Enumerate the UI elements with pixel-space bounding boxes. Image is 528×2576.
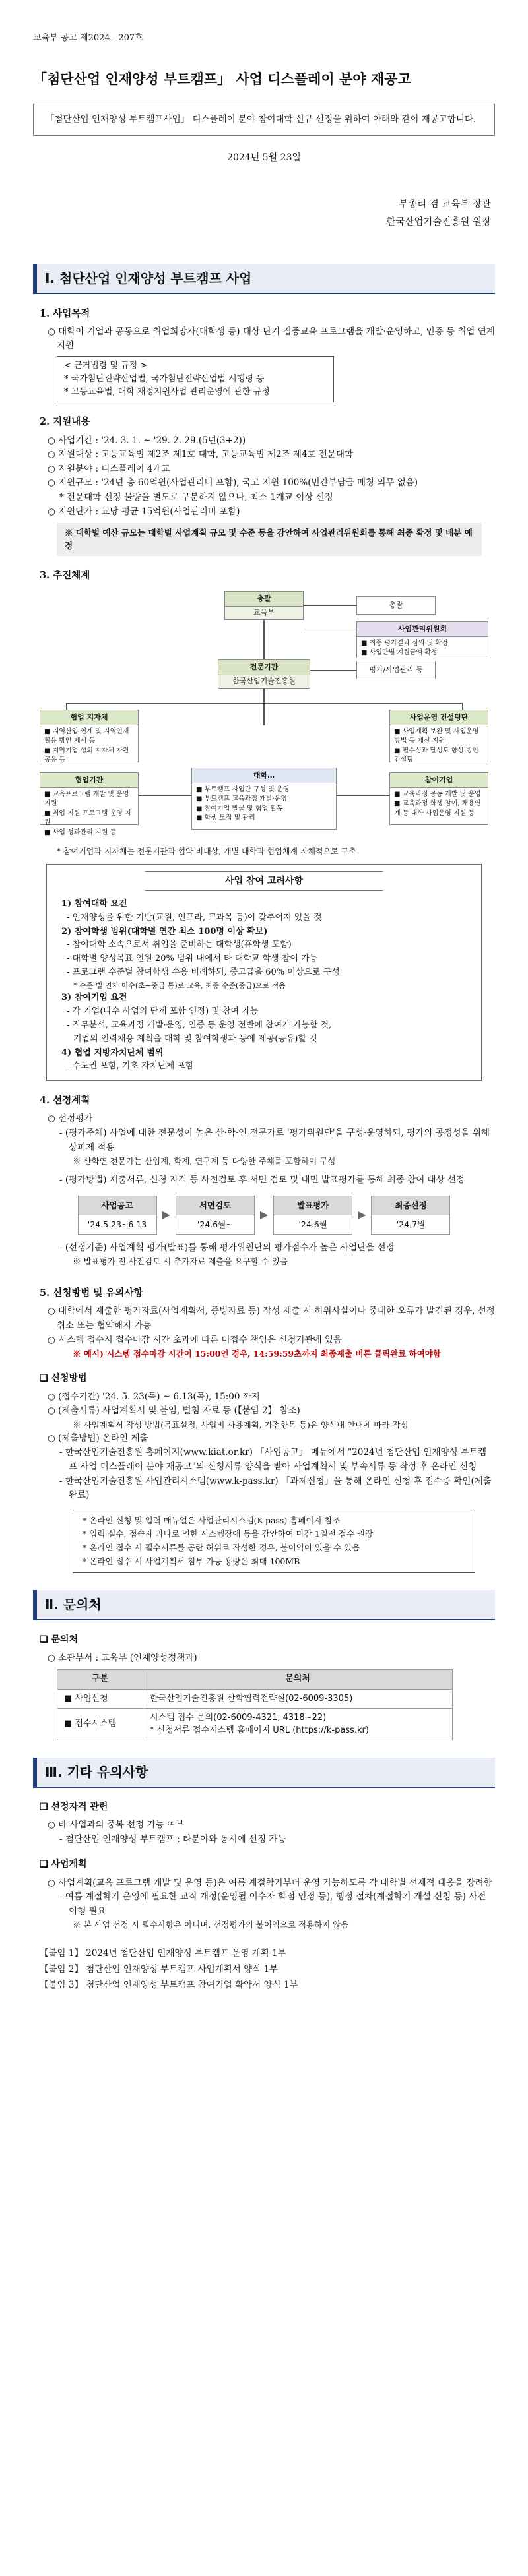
apply-caution: ○ 대학에서 제출한 평가자료(사업계획서, 증빙자료 등) 작성 제출 시 허위사실이나 중대한 오류가 발견된 경우, 선정취소 또는 협약해지 가능 <box>48 1306 495 1332</box>
flow-arrow-icon: ▶ <box>259 1208 269 1221</box>
org-coop-item: ■ 사업 성과관리 지원 등 <box>44 828 117 836</box>
table-cell: ■ 사업신청 <box>57 1690 143 1709</box>
support-period: ○ 사업기간 : '24. 3. 1. ~ '29. 2. 29.(5년(3+2)) <box>48 435 246 446</box>
page-title: 「첨단산업 인재양성 부트캠프」 사업 디스플레이 분야 재공고 <box>33 70 411 87</box>
support-target: ○ 지원대상 : 고등교육법 제2조 제1호 대학, 고등교육법 제2조 제4호 전문대학 <box>48 449 354 460</box>
org-connector <box>337 795 389 796</box>
eligibility-item: ○ 타 사업과의 중복 선정 가능 여부 <box>48 1819 185 1830</box>
attachment-item[interactable]: 【붙임 2】 첨단산업 인재양성 부트캠프 사업계획서 양식 1부 <box>40 1963 279 1975</box>
contact-table <box>57 1669 453 1740</box>
org-consult-list <box>390 725 488 768</box>
selection-criteria: - (선정기준) 사업계획 평가(발표)를 통해 평가위원단의 평가점수가 높은 사업단을 선정 <box>59 1242 395 1253</box>
section-header-bootcamp <box>33 264 495 294</box>
table-header: 구분 <box>57 1670 143 1690</box>
flow-step <box>78 1196 157 1235</box>
selection-eval: ○ 선정평가 <box>48 1113 93 1124</box>
flow-step-date: '24.5.23~6.13 <box>78 1215 157 1235</box>
org-agency-role: 평가/사업관리 등 <box>356 661 436 679</box>
org-local-head: 협업 지자체 <box>40 710 138 725</box>
org-consult-item: ■ 사업계획 보완 및 사업운영 방법 등 개선 지원 <box>394 727 479 745</box>
flow-step <box>371 1196 450 1235</box>
legal-basis-box <box>57 356 334 402</box>
support-scale: ○ 지원규모 : '24년 총 60억원(사업관리비 포함), 국고 지원 100%(민간부담금 매칭 의무 없음) <box>48 477 418 489</box>
org-local-item: ■ 지역산업 연계 및 지역인재 활용 방안 제시 등 <box>44 727 129 745</box>
org-coop-item: ■ 교육프로그램 개발 및 운영 지원 <box>44 790 129 808</box>
consider-item-title: 1) 참여대학 요건 <box>61 898 127 909</box>
org-coop-item: ■ 취업 지원 프로그램 운영 지원 <box>44 809 131 827</box>
attachment-item[interactable]: 【붙임 3】 첨단산업 인재양성 부트캠프 참여기업 확약서 양식 1부 <box>40 1979 298 1990</box>
apply-note: * 온라인 접수 시 필수서류를 공란 허위로 작성한 경우, 불이익이 있을 수 있음 <box>82 1543 360 1553</box>
budget-note: ※ 대학별 예산 규모는 대학별 사업계획 규모 및 수준 등을 감안하여 사업관리위원회를 통해 최종 확정 및 배분 예정 <box>57 523 482 556</box>
org-univ-list <box>192 783 336 826</box>
selection-flow <box>33 1196 495 1235</box>
section-title: Ⅲ. 기타 유의사항 <box>37 1758 495 1788</box>
consider-item: - 참여대학 소속으로서 취업을 준비하는 대학생(휴학생 포함) <box>67 940 292 950</box>
consider-item-title: 4) 협업 지방자치단체 범위 <box>61 1047 164 1058</box>
apply-note: * 온라인 신청 및 입력 매뉴얼은 사업관리시스템(K-pass) 홈페이지 참조 <box>82 1515 341 1525</box>
contact-phone: 시스템 접수 문의(02-6009-4321, 4318~22) <box>150 1712 327 1723</box>
flow-step-title: 서면검토 <box>176 1196 255 1215</box>
table-row <box>57 1708 453 1740</box>
org-ministry-role: 총괄 <box>356 596 436 615</box>
org-consulting <box>389 710 488 762</box>
org-committee <box>356 621 488 658</box>
org-univ-item: ■ 참여기업 발굴 및 협업 활동 <box>196 805 283 813</box>
consider-item: - 프로그램 수준별 참여학생 수용 비례하되, 중고급을 60% 이상으로 구성 <box>67 967 340 977</box>
legal-item: * 국가첨단전략산업법, 국가첨단전략산업법 시행령 등 <box>64 374 265 384</box>
flow-step-date: '24.6월 <box>273 1215 352 1235</box>
consider-item: - 수도권 포함, 기초 자치단체 포함 <box>67 1061 194 1072</box>
org-firm-item: ■ 교육과정 학생 참여, 채용연계 등 대학 사업운영 지원 등 <box>394 800 481 817</box>
flow-arrow-icon: ▶ <box>358 1208 366 1221</box>
org-caption: * 참여기업과 지자체는 전문기관과 협약 비대상, 개별 대학과 협업체계 자체적으로 구축 <box>57 847 356 857</box>
org-chart <box>40 591 488 842</box>
section-title: Ⅱ. 문의처 <box>37 1590 495 1620</box>
consider-item: - 직무분석, 교육과정 개발·운영, 인증 등 운영 전반에 참여가 가능할 것, <box>67 1020 332 1030</box>
support-heading: 2. 지원내용 <box>40 416 90 428</box>
org-ministry-name: 교육부 <box>253 607 275 617</box>
org-local-item: ■ 지역기업 섭외 지자체 자원 공유 등 <box>44 747 129 764</box>
org-agency-name: 한국산업기술진흥원 <box>232 676 296 685</box>
org-connector <box>66 703 462 704</box>
legal-item: * 고등교육법, 대학 재정지원사업 관리운영에 관한 규정 <box>64 387 270 398</box>
plan-heading: ❑ 사업계획 <box>40 1859 87 1870</box>
flow-step-date: '24.7월 <box>371 1215 450 1235</box>
apply-notes-box <box>73 1510 475 1574</box>
selection-criteria-note: ※ 발표평가 전 사전검토 시 추가자료 제출을 요구할 수 있음 <box>73 1256 288 1267</box>
participation-considerations-box <box>46 864 482 1082</box>
apply-deadline-example: ※ 예시) 시스템 접수마감 시간이 15:00인 경우, 14:59:59초까지 최종제출 버튼 클릭완료 하여야함 <box>73 1349 441 1359</box>
org-firm-head: 참여기업 <box>390 773 488 788</box>
apply-heading: 5. 신청방법 및 유의사항 <box>40 1287 143 1299</box>
org-univ-item: ■ 부트캠프 사업단 구성 및 운영 <box>196 785 290 793</box>
table-cell <box>143 1708 453 1740</box>
eligibility-detail: - 첨단산업 인재양성 부트캠프 : 타분야와 동시에 선정 가능 <box>59 1833 286 1845</box>
flow-arrow-icon: ▶ <box>162 1208 170 1221</box>
flow-step <box>273 1196 352 1235</box>
attachments-list <box>40 1946 495 1993</box>
org-firm-list <box>390 788 488 821</box>
org-committee-head: 사업관리위원회 <box>357 622 488 637</box>
org-connector <box>304 605 356 606</box>
selection-method: - (평가방법) 제출서류, 신청 자격 등 사전검토 후 서면 검토 및 대면 발표평가를 통해 최종 참여 대상 선정 <box>59 1175 465 1186</box>
apply-deadline-caution: ○ 시스템 접수시 접수마감 시간 초과에 따른 미접수 책임은 신청기관에 있음 <box>48 1334 342 1345</box>
support-college-note: * 전문대학 선정 물량을 별도로 구분하지 않으나, 최소 1개교 이상 선정 <box>59 492 333 503</box>
contact-url[interactable]: * 신청서류 접수시스템 홈페이지 URL (https://k-pass.kr) <box>150 1725 369 1736</box>
section-header-contact <box>33 1590 495 1620</box>
notice-date: 2024년 5월 23일 <box>227 152 301 164</box>
flow-step-title: 최종선정 <box>371 1196 450 1215</box>
section-header-other <box>33 1758 495 1788</box>
table-cell: ■ 접수시스템 <box>57 1708 143 1740</box>
table-cell: 한국산업기술진흥원 산학협력전략실(02-6009-3305) <box>143 1690 453 1709</box>
selection-heading: 4. 선정계획 <box>40 1095 90 1107</box>
support-unit-price: ○ 지원단가 : 교당 평균 15억원(사업관리비 포함) <box>48 506 240 517</box>
consider-item: - 인재양성을 위한 기반(교원, 인프라, 교과목 등)이 갖추어져 있을 것 <box>67 912 322 923</box>
selection-subject: - (평가주체) 사업에 대한 전문성이 높은 산·학·연 전문가로 '평가위원단'을 구성·운영하되, 평가의 공정성을 위해 상피제 적용 <box>59 1127 490 1153</box>
org-cooperating <box>40 772 139 836</box>
support-field: ○ 지원분야 : 디스플레이 4개교 <box>48 463 170 474</box>
table-header-row <box>57 1670 453 1690</box>
table-header: 문의처 <box>143 1670 453 1690</box>
org-univ-item: ■ 부트캠프 교육과정 개발·운영 <box>196 795 288 803</box>
legal-title: < 근거법령 및 규정 > <box>64 361 148 371</box>
apply-submit-method: ○ (제출방법) 온라인 제출 <box>48 1432 148 1444</box>
apply-submit-step: - 한국산업기술진흥원 사업관리시스템(www.k-pass.kr) 「과제신청」을 통해 온라인 신청 후 접수증 확인(제출 완료) <box>59 1475 492 1501</box>
structure-heading: 3. 추진체계 <box>40 570 90 582</box>
contact-heading: ❑ 문의처 <box>40 1634 78 1645</box>
apply-submit-step: - 한국산업기술진흥원 홈페이지(www.kiat.or.kr) 「사업공고」 메뉴에서 "2024년 첨단산업 인재양성 부트캠프 사업 디스플레이 분야 재공고"의 신청서류 양식을 받아 사업계획서 및 부속서류 등 작성 후 온라인 신청 <box>59 1447 486 1473</box>
consider-item-title: 3) 참여기업 요건 <box>61 993 127 1003</box>
org-connector <box>304 670 356 671</box>
consider-item: 기업의 인력채용 계획을 대학 및 참여학생과 등에 제공(공유)할 것 <box>73 1033 317 1044</box>
org-agency <box>218 659 310 689</box>
org-ministry-head: 총괄 <box>225 592 303 607</box>
org-consult-head: 사업운영 컨설팅단 <box>390 710 488 725</box>
consider-item: - 대학별 양성목표 인원 20% 범위 내에서 타 대학교 학생 참여 가능 <box>67 954 318 964</box>
org-committee-item: ■ 최종 평가결과 심의 및 확정 <box>361 639 448 647</box>
signature-block <box>33 196 495 232</box>
org-local-gov <box>40 710 139 762</box>
considerations-title: 사업 참여 고려사항 <box>145 871 383 891</box>
org-firm-item: ■ 교육과정 공동 개발 및 운영 <box>394 790 481 798</box>
org-connector <box>66 703 67 710</box>
org-connector <box>139 795 191 796</box>
purpose-text: ○ 대학이 기업과 공동으로 취업희망자(대학생 등) 대상 단기 집중교육 프로그램을 개발·운영하고, 인증 등 취업 연계 지원 <box>48 326 495 352</box>
contact-department: ○ 소관부서 : 교육부 (인재양성정책과) <box>48 1652 197 1663</box>
consider-item-title: 2) 참여학생 범위(대학별 연간 최소 100명 이상 확보) <box>61 926 268 936</box>
purpose-heading: 1. 사업목적 <box>40 307 90 319</box>
apply-method-heading: ❑ 신청방법 <box>40 1373 87 1384</box>
selection-note: ※ 산학연 전문가는 산업계, 학계, 연구계 등 다양한 주체를 포함하여 구성 <box>73 1156 336 1167</box>
table-row <box>57 1690 453 1709</box>
flow-step-title: 발표평가 <box>273 1196 352 1215</box>
org-connector <box>462 703 463 710</box>
org-university <box>191 768 337 830</box>
apply-note: * 입력 실수, 접속자 과다로 인한 시스템장애 등을 감안하여 마감 1일전 접수 권장 <box>82 1529 374 1539</box>
apply-documents-note: ※ 사업계획서 작성 방법(목표설정, 사업비 사용계획, 가점항목 등)은 양식내 안내에 따라 작성 <box>73 1419 409 1430</box>
consider-item: - 각 기업(다수 사업의 단계 포함 인정) 및 참여 가능 <box>67 1006 259 1017</box>
flow-step <box>176 1196 255 1235</box>
org-local-list <box>40 725 138 768</box>
signer-agency: 한국산업기술진흥원 원장 <box>386 217 491 228</box>
plan-note: ※ 본 사업 선정 시 필수사항은 아니며, 선정평가의 불이익으로 적용하지 않음 <box>73 1920 349 1930</box>
org-ministry <box>224 591 304 620</box>
apply-note: * 온라인 접수 시 사업계획서 첨부 가능 용량은 최대 100MB <box>82 1556 300 1566</box>
flow-step-date: '24.6월~ <box>176 1215 255 1235</box>
org-firms <box>389 772 488 825</box>
section-title: Ⅰ. 첨단산업 인재양성 부트캠프 사업 <box>37 264 495 294</box>
flow-step-title: 사업공고 <box>78 1196 157 1215</box>
plan-item: ○ 사업계획(교육 프로그램 개발 및 운영 등)은 여름 계절학기부터 운영 가능하도록 각 대학별 선제적 대응을 장려함 <box>48 1877 492 1888</box>
apply-documents: ○ (제출서류) 사업계획서 및 붙임, 별첨 자료 등 (【붙임 2】 참조) <box>48 1405 300 1417</box>
intro-box: 「첨단산업 인재양성 부트캠프사업」 디스플레이 분야 참여대학 신규 선정을 위하여 아래와 같이 재공고합니다. <box>33 104 495 136</box>
org-univ-item: ■ 학생 모집 및 관리 <box>196 814 255 822</box>
org-committee-list <box>357 637 488 660</box>
signer-minister: 부총리 겸 교육부 장관 <box>399 199 491 210</box>
org-coop-head: 협업기관 <box>40 773 138 788</box>
notice-number: 교육부 공고 제2024 - 207호 <box>33 33 143 43</box>
org-consult-item: ■ 필수성과 달성도 향상 방안 컨설팅 <box>394 747 479 764</box>
org-agency-head: 전문기관 <box>218 660 310 675</box>
consider-note: * 수준 별 연차 이수(초→중급 통)로 교육, 최종 수준(중급)으로 적용 <box>73 981 286 990</box>
apply-period: ○ (접수기간) '24. 5. 23(목) ~ 6.13(목), 15:00 까지 <box>48 1391 260 1402</box>
org-univ-head: 대학… <box>192 768 336 783</box>
plan-detail: - 여름 계절학기 운영에 필요한 교직 개정(운영될 이수자 학점 인정 등), 행정 절차(계절학기 개설 신청 등) 사전 이행 필요 <box>59 1891 486 1917</box>
org-coop-list <box>40 788 138 840</box>
attachment-item[interactable]: 【붙임 1】 2024년 첨단산업 인재양성 부트캠프 운영 계획 1부 <box>40 1948 286 1959</box>
eligibility-heading: ❑ 선정자격 관련 <box>40 1801 108 1812</box>
org-committee-item: ■ 사업단별 지원금액 확정 <box>361 649 438 657</box>
